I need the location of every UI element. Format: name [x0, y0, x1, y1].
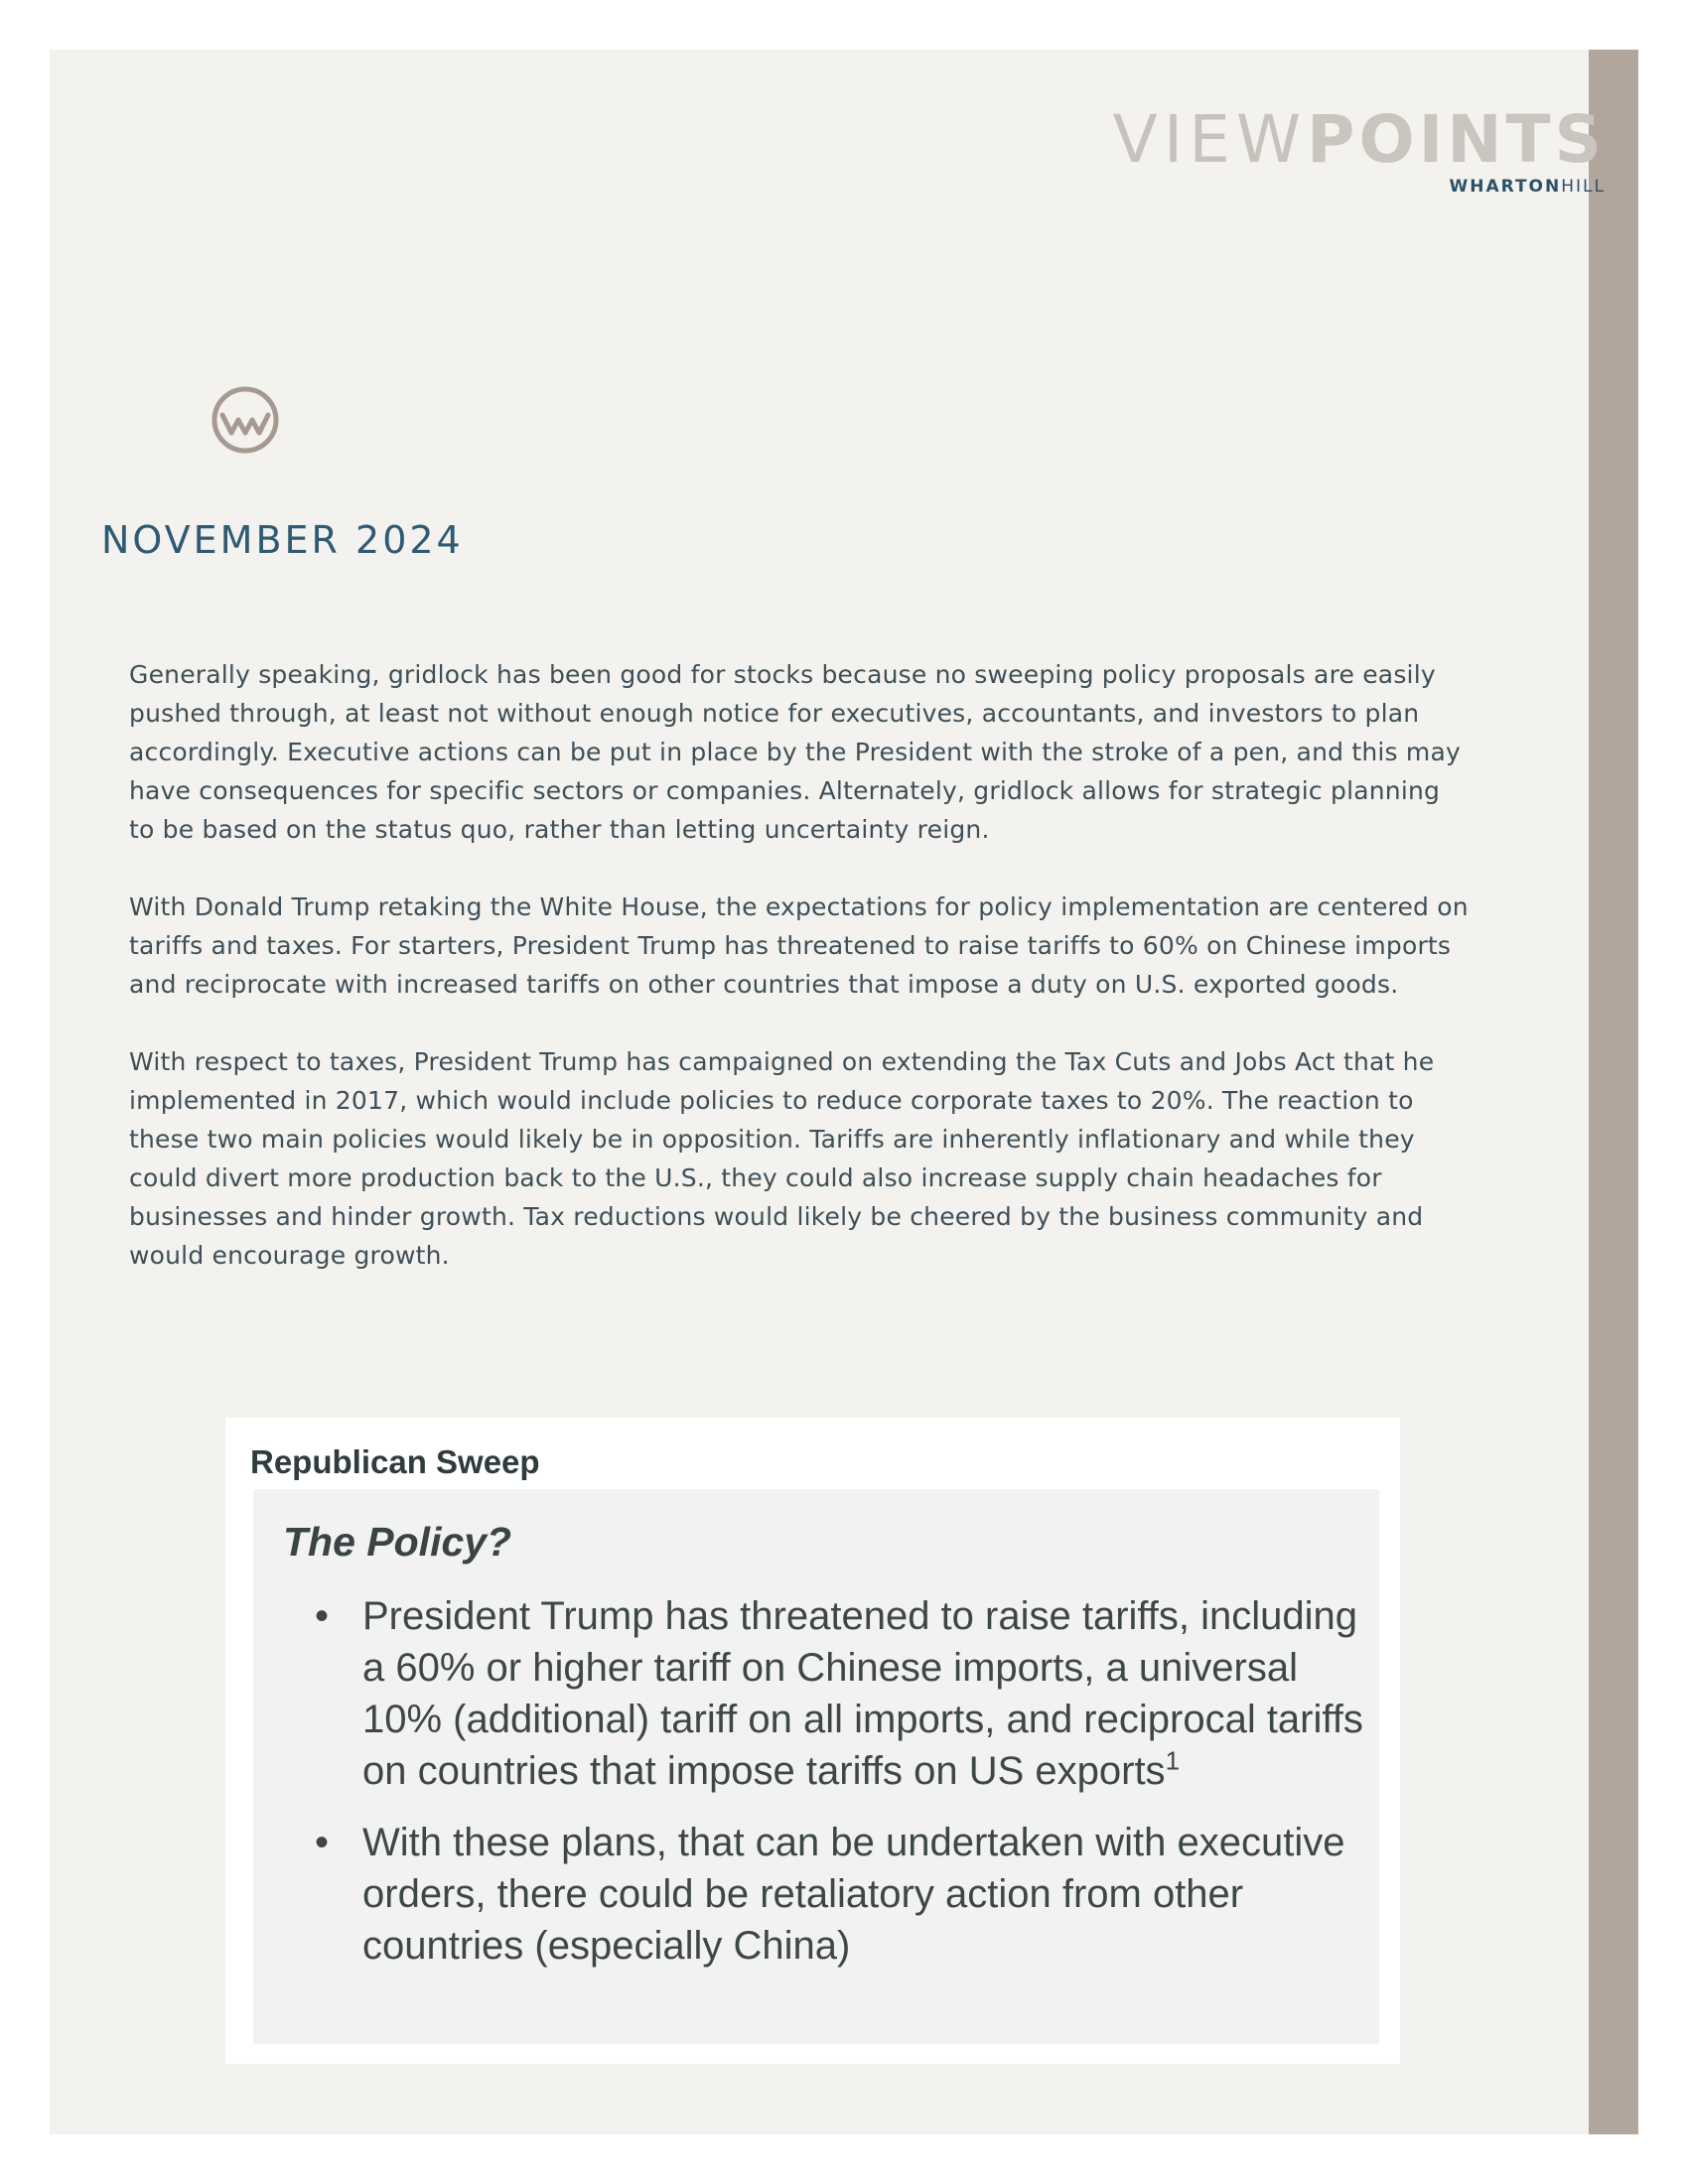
masthead — [1112, 101, 1606, 197]
bullet-list — [315, 1590, 1367, 1991]
footnote-marker: 1 — [1165, 1745, 1181, 1776]
list-item — [315, 1590, 1367, 1797]
masthead-sub-light: HILL — [1561, 177, 1606, 197]
masthead-subtitle — [1113, 177, 1606, 197]
date-heading: NOVEMBER 2024 — [101, 518, 464, 562]
bullet-dot-icon: • — [315, 1594, 330, 1638]
masthead-sub-bold: WHARTON — [1449, 177, 1562, 197]
paragraph: With Donald Trump retaking the White House, the expectations for policy implementation are centered on tariffs and taxes. For starters, President Trump has threatened to raise tariffs to 60% on Chinese imports and reciprocate with increased tariffs on other countries that impose a duty on U.S. exported goods. — [129, 892, 1469, 999]
masthead-word-bold: POINTS — [1307, 101, 1606, 178]
bullet-text: With these plans, that can be undertaken with executive orders, there could be retaliatory action from other countries (especially China) — [362, 1821, 1345, 1968]
bullet-text: President Trump has threatened to raise tariffs, including a 60% or higher tariff on Chinese imports, a universal 10% (additional) tariff on all imports, and reciprocal tariffs on countries that impose tariffs on US exports — [362, 1594, 1363, 1793]
list-item — [315, 1817, 1367, 1972]
article-body — [129, 655, 1470, 1313]
masthead-title — [1112, 101, 1606, 178]
policy-slide — [225, 1418, 1400, 2064]
slide-panel — [253, 1489, 1379, 2044]
paragraph: With respect to taxes, President Trump has campaigned on extending the Tax Cuts and Jobs Act that he implemented in 2017, which would include policies to reduce corporate taxes to 20%. The reaction to these two main policies would likely be in opposition. Tariffs are inherently inflationary and while they could divert more production back to the U.S., they could also increase supply chain headaches for businesses and hinder growth. Tax reductions would likely be cheered by the business community and would encourage growth. — [129, 1047, 1435, 1270]
masthead-word-light: VIEW — [1112, 101, 1308, 178]
wharton-hill-w-circle-icon — [209, 383, 282, 457]
bullet-dot-icon: • — [315, 1821, 330, 1864]
side-stripe — [1589, 50, 1638, 2134]
slide-title: Republican Sweep — [250, 1443, 540, 1480]
paragraph: Generally speaking, gridlock has been good for stocks because no sweeping policy proposals are easily pushed through, at least not without enough notice for executives, accountants, and investors to plan accordingly. Executive actions can be put in place by the President with the stroke of a pen, and this may have consequences for specific sectors or companies. Alternately, gridlock allows for strategic planning to be based on the status quo, rather than letting uncertainty reign. — [129, 660, 1461, 844]
panel-heading: The Policy? — [283, 1519, 512, 1565]
